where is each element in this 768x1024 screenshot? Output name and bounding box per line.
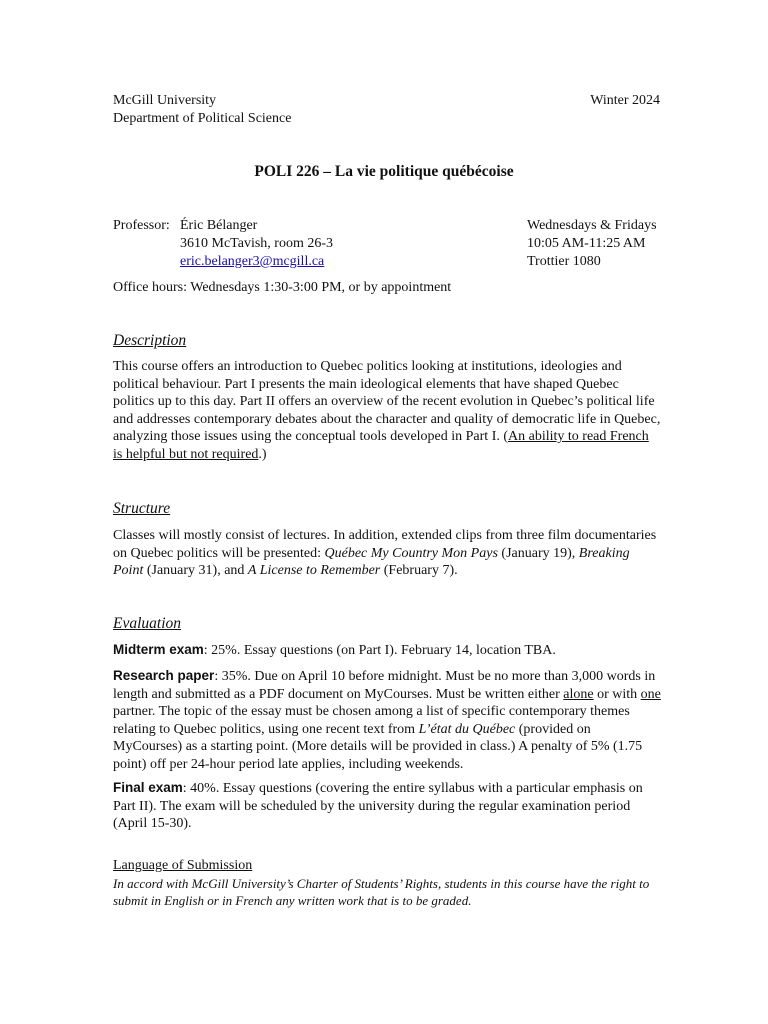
structure-text-2: (January 19), (497, 545, 579, 561)
structure-text-3: (January 31), and (143, 563, 248, 578)
description-end: .) (258, 446, 267, 462)
film-title-3: A License to Remember (247, 563, 381, 578)
midterm-label: Midterm exam (113, 642, 204, 657)
structure-text-4: (February 7). (380, 563, 458, 578)
structure-paragraph (113, 527, 661, 580)
description-paragraph (113, 358, 661, 463)
research-paper-label: Research paper (113, 668, 215, 683)
paper-text-3: partner. The topic of the essay must be chosen among a list of specific contemporary themes relating to Quebec politics, using one recent text from (113, 704, 630, 737)
evaluation-heading: Evaluation (113, 615, 182, 632)
language-heading: Language of Submission (113, 858, 253, 873)
professor-label: Professor: (113, 218, 170, 233)
paper-text-2: or with (593, 686, 641, 702)
final-exam-label: Final exam (113, 780, 183, 795)
film-title-2: Breaking Point (113, 545, 630, 578)
term: Winter 2024 (590, 93, 660, 108)
french-requirement-note: An ability to read French is helpful but not required (113, 429, 649, 462)
paper-book-title: L’état du Québec (418, 721, 516, 737)
professor-office: 3610 McTavish, room 26-3 (180, 236, 334, 251)
language-text: In accord with McGill University’s Charter of Students’ Rights, students in this course have the right to submit in English or in French any written work that is to be graded. (113, 876, 650, 908)
description-text: This course offers an introduction to Quebec politics looking at institutions, ideologies and political behaviour. Part I presents the main ideological elements that have shaped Quebec politics up to this day. Part II offers an overview of the recent evolution in Quebec’s political life and addresses contemporary debates about the character and quality of democratic life in Quebec, analyzing those issues using the conceptual tools developed in Part I. ( (113, 359, 661, 444)
class-room: Trottier 1080 (527, 254, 601, 269)
class-time: 10:05 AM-11:25 AM (527, 236, 646, 251)
professor-email-link[interactable]: eric.belanger3@mcgill.ca (180, 254, 325, 269)
film-title-1: Québec My Country Mon Pays (324, 545, 498, 561)
paper-alone: alone (563, 686, 594, 702)
class-days: Wednesdays & Fridays (527, 218, 657, 233)
midterm-text: : 25%. Essay questions (on Part I). February 14, location TBA. (203, 643, 556, 658)
course-title: POLI 226 – La vie politique québécoise (254, 163, 514, 180)
research-paper-item (113, 667, 661, 773)
structure-text-1: Classes will mostly consist of lectures. In addition, extended clips from three film documentaries on Quebec politics will be presented: (113, 528, 657, 561)
office-hours: Office hours: Wednesdays 1:30-3:00 PM, or by appointment (113, 280, 452, 295)
midterm-item (113, 641, 661, 660)
professor-name: Éric Bélanger (180, 218, 258, 233)
paper-text-1: : 35%. Due on April 10 before midnight. Must be no more than 3,000 words in length and submitted as a PDF document on MyCourses. Must be written either (113, 669, 656, 702)
description-heading: Description (113, 332, 187, 349)
department-name: Department of Political Science (113, 111, 292, 126)
structure-heading: Structure (113, 500, 171, 517)
paper-one: one (640, 686, 661, 702)
university-name: McGill University (113, 93, 217, 108)
final-exam-text: : 40%. Essay questions (covering the entire syllabus with a particular emphasis on Part II). The exam will be scheduled by the university during the regular examination period (April 15-30). (113, 781, 643, 831)
paper-text-4: (provided on MyCourses) as a starting point. (More details will be provided in class.) A penalty of 5% (1.75 point) off per 24-hour period late applies, including weekends. (113, 721, 643, 772)
final-exam-item (113, 779, 661, 833)
